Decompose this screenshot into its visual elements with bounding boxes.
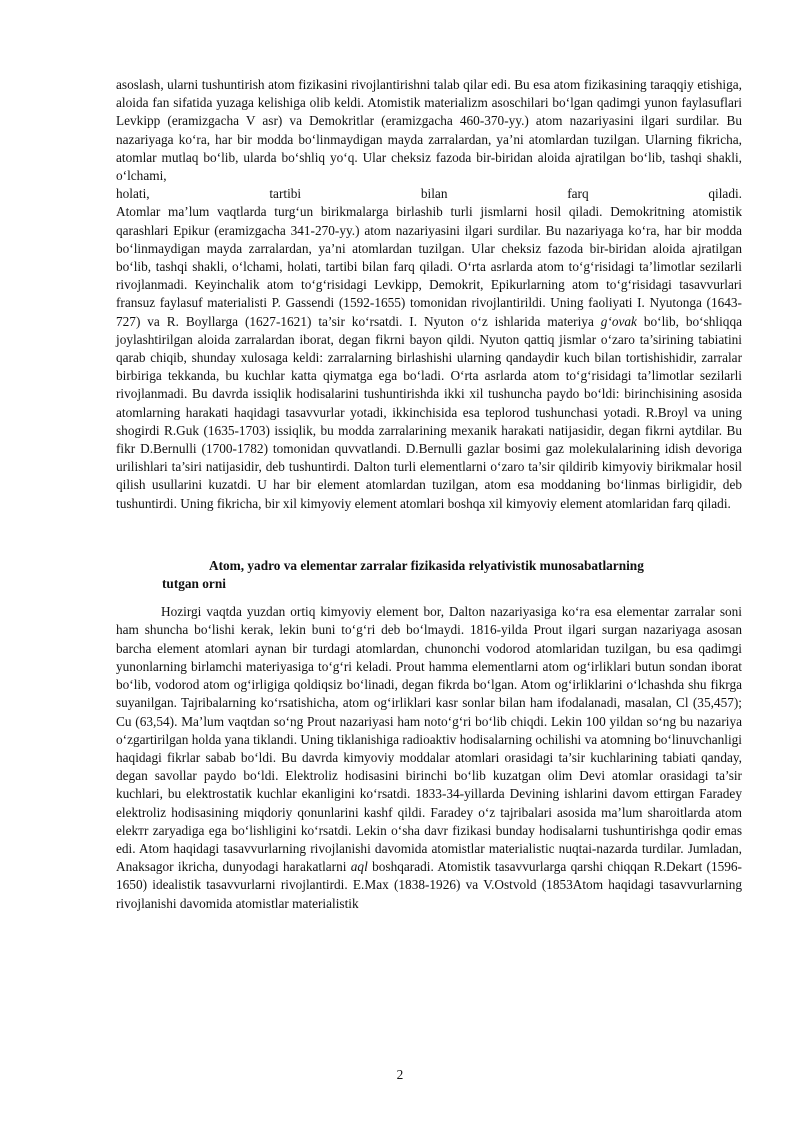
paragraph-text: boshqaradi. Atomistik tasavvurlarga qarshi chiqqan R.Dekart (1596-1650) idealistik tasavvurlarni rivojlantirdi. E.Max (1838-1926) va V.Ostvold (1853Atom haqidagi tasavvurlarning rivojlanishi davomida atomistlar materialistik <box>116 859 742 911</box>
paragraph-text: bo‘lib, bo‘shliqqa joylashtirilgan aloida zarralardan iborat, degan fikrni bayon qildi. Nyuton qattiq jismlar o‘zaro ta’sirining tabiatini qarab chiqib, shunday xulosaga keldi: zarralarning birlashishi ularning qandaydir kuch bilan tortishishidir, zarralar birbiriga tekkanda, bu kuchlar katta qiymatga ega bo‘ladi. O‘rta asrlarda atom to‘g‘risidagi ta’limotlar sezilarli rivojlanmadi. Bu davrda issiqlik hodisalarini tushuntirishda ikki xil tushuncha paydo bo‘ldi: birinchisining asosida atomlarning harakati haqidagi tasavvurlar yotadi, ikkinchisida esa teplorod tushunchasi yotadi. R.Broyl va uning shogirdi R.Guk (1635-1703) issiqlik, bu modda zarralarining mexanik harakati natijasidir, degan fikrni aytdilar. Bu fikr D.Bernulli (1700-1782) tomonidan quvvatlandi. D.Bernulli gazlar bosimi gaz molekulalarining idish devoriga urilishlari ta’siri natijasidir, deb tushuntirdi. Dalton turli elementlarni o‘zaro ta’sir qildirib kimyoviy birikmalar hosil qilish usullarini kuzatdi. U har bir element atomlardan tuzilgan, atom esa moddaning bo‘linmas birligidir, deb tushuntirdi. Uning fikricha, bir xil kimyoviy element atomlari boshqa xil kimyoviy element atomlaridan farq qiladi. <box>116 313 742 511</box>
section-heading-line: tutgan orni <box>162 576 226 592</box>
paragraph-atoms-newton <box>116 203 742 512</box>
paragraph-atomism-history <box>116 76 742 203</box>
section-heading-line: Atom, yadro va elementar zarralar fizikasida relyativistik munosabatlarning <box>209 557 644 573</box>
paragraph-text: Hozirgi vaqtda yuzdan ortiq kimyoviy element bor, Dalton nazariyasiga ko‘ra esa elementar zarralar soni ham shuncha bo‘lishi kerak, lekin buni to‘g‘ri deb bo‘lmaydi. 1816-yilda Prout ilgari surgan nazariyaga asosan barcha element atomlari aynan bir turdagi atomlardan, chunonchi vodorod atomlaridan tuzilgan, bu esa qadimgi yunonlarning birlamchi materiyasiga to‘g‘ri keladi. Prout hamma elementlarni atom og‘irliklari butun sondan iborat bo‘lib, vodorod atom og‘irligiga qoldiqsiz bo‘linadi, degan fikrda bo‘lgan. Atom og‘irliklarini o‘lchashda shu fikrga suyanilgan. Tajribalarning ko‘rsatishicha, atom og‘irliklari kasr sonlar bilan ham ifodalanadi, masalan, Cl (35,457); Cu (63,54). Ma’lum vaqtdan so‘ng Prout nazariyasi ham noto‘g‘ri bo‘lib chiqdi. Lekin 100 yildan so‘ng bu nazariya o‘zgartirilgan holda yana tiklandi. Uning tiklanishiga radioaktiv hodisalarning ochilishi va atomning bo‘linuvchanligi haqidagi fikrlar sabab bo‘ldi. Bu davrda kimyoviy moddalar atomlari orasidagi ta’sir kuchlarining tabiati qanday, degan savollar paydo bo‘ldi. Elektroliz hodisasini birinchi bo‘lib kuzatgan olim Devi atomlar orasidagi ta’sir kuchlari, bu elektrostatik kuchlar ekanligini ko‘rsatdi. 1833-34-yillarda Devining ishlarini davom ettirgan Faradey elektroliz hodisasining miqdoriy qonunlarini kashf qildi. Faradey o‘z tajribalari asosida ma’lum sharoitlarda atom elekтr zaryadiga ega bo‘lishligini ko‘rsatdi. Lekin o‘sha davr fizikasi bunday hodisalarni tushuntirishga qodir emas edi. Atom haqidagi tasavvurlarning rivojlanishi davomida atomistlar materialistic nuqtai-nazarda turdilar. Jumladan, Anaksagor ikricha, dunyodagi harakatlarni <box>116 604 742 875</box>
section-heading <box>116 557 742 593</box>
paragraph-text: Atomlar ma’lum vaqtlarda turg‘un birikmalarga birlashib turli jismlarni hosil qiladi. Demokritning atomistik qarashlari Epikur (eramizgacha 341-270-yy.) atom nazariyasini ilgari surdilar. Bu nazariyaga ko‘ra, har bir modda bo‘linmaydigan mayda zarralardan, ya’ni atomlardan tuzilgan. Ular cheksiz fazoda bir-biridan aloida ajratilgan bo‘lib, tashqi shakli, o‘lchami, holati, tartibi bilan farq qiladi. O‘rta asrlarda atom to‘g‘risidagi ta’limotlar sezilarli rivojlanmadi. Keyinchalik atom to‘g‘risidagi Levkipp, Demokrit, Epikurlarning atom to‘g‘risidagi tasavvurlari fransuz faylasuf materialisti P. Gassendi (1592-1655) tomonidan rivojlantirildi. Uning faoliyati I. Nyutonga (1643- 727) va R. Boyllarga (1627-1621) ta’sir ko‘rsatdi. I. Nyuton o‘z ishlarida materiya <box>116 204 742 329</box>
paragraph-justified-line: holati, tartibi bilan farq qiladi. <box>116 186 742 202</box>
document-page <box>116 76 742 913</box>
italic-term: g‘ovak <box>600 313 637 329</box>
paragraph-prout-theory <box>116 603 742 912</box>
paragraph-text: asoslash, ularni tushuntirish atom fizikasini rivojlantirishni talab qilar edi. Bu esa atom fizikasining taraqqiy etishiga, aloida fan sifatida yuzaga kelishiga olib keldi. Atomistik materializm asoschilari bo‘lgan qadimgi yunon faylasuflari Levkipp (eramizgacha V asr) va Demokritlar (eramizgacha 460-370-yy.) atom nazariyasini ilgari surdilar. Bu nazariyaga ko‘ra, har bir modda bo‘linmaydigan mayda zarralardan, ya’ni atomlardan tuzilgan. Ularning fikricha, atomlar mutlaq bo‘lib, ularda bo‘shliq yo‘q. Ular cheksiz fazoda bir-biridan aloida ajratilgan bo‘lib, tashqi shakli, o‘lchami, <box>116 77 742 184</box>
page-number: 2 <box>396 1067 404 1082</box>
italic-term: aql <box>350 859 368 875</box>
